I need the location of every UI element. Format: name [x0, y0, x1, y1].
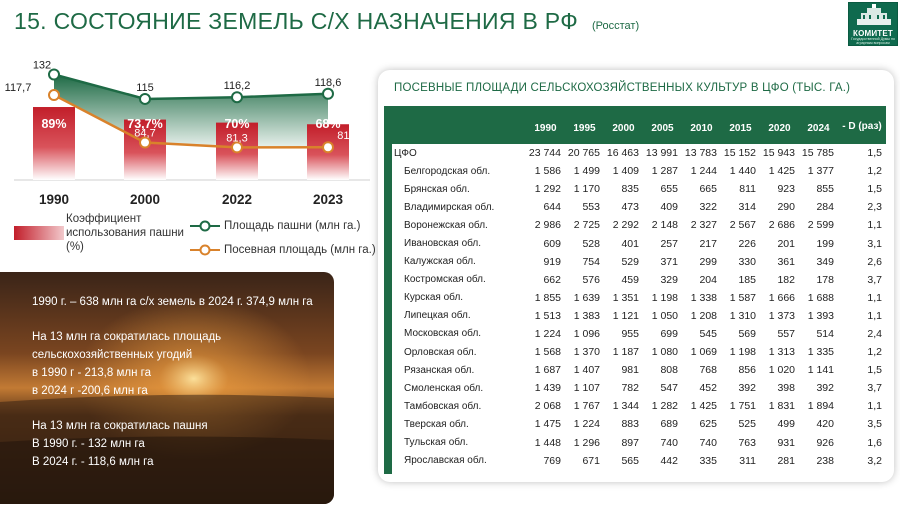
value-cell: 442: [643, 452, 682, 470]
value-cell: 349: [816, 255, 834, 268]
value-cell: 1 767: [573, 400, 600, 413]
value-cell: 1 499: [565, 162, 604, 180]
region-name-cell: Калужская обл.: [404, 256, 476, 268]
value-cell: 529: [621, 255, 639, 268]
legend-line1-swatch: [190, 220, 220, 232]
value-cell: 923: [777, 183, 795, 196]
table-row: [392, 325, 886, 343]
stats-line-8: В 2024 г. - 118,6 млн га: [32, 456, 154, 468]
value-cell: 547: [643, 379, 682, 397]
header-cell: 2024: [807, 122, 830, 134]
bar-data-label: 89%: [41, 117, 67, 131]
x-tick-label: 2022: [221, 192, 253, 207]
table-row: [392, 379, 886, 397]
bar-data-label: 73,7%: [127, 117, 163, 131]
value-cell: 665: [699, 183, 717, 196]
value-cell: 401: [604, 234, 643, 252]
x-tick-label: 2023: [312, 192, 344, 207]
value-cell: 662: [526, 271, 565, 289]
value-cell: 15 785: [801, 147, 834, 160]
header-cell: 2000: [612, 122, 635, 134]
posev-data-label: 84,7: [134, 127, 156, 140]
table-row: [392, 343, 886, 361]
x-tick-label: 1990: [38, 192, 70, 207]
value-cell: 361: [777, 255, 795, 268]
value-cell: 1 370: [565, 343, 604, 361]
region-name-cell: Тверская обл.: [392, 415, 526, 433]
page-title: 15. СОСТОЯНИЕ ЗЕМЕЛЬ С/Х НАЗНАЧЕНИЯ В РФ: [14, 8, 578, 34]
posev-data-label: 81,3: [226, 132, 248, 145]
table-row: [392, 397, 886, 415]
value-cell: 897: [621, 436, 639, 449]
value-cell: 1 894: [807, 400, 834, 413]
value-cell: 553: [565, 198, 604, 216]
value-cell: 926: [816, 436, 834, 449]
value-cell: 1 425: [690, 400, 717, 413]
value-cell: 1 407: [573, 364, 600, 377]
pashnya-data-label: 115: [136, 81, 154, 94]
value-cell: 1 440: [721, 162, 760, 180]
value-cell: 1 351: [612, 291, 639, 304]
value-cell: 565: [604, 452, 643, 470]
value-cell: 322: [682, 198, 721, 216]
value-cell: 398: [760, 379, 799, 397]
region-name-cell: Курская обл.: [404, 292, 464, 304]
value-cell: 1 107: [565, 379, 604, 397]
value-cell: 808: [660, 364, 678, 377]
value-cell: 763: [738, 436, 756, 449]
value-cell: 499: [760, 415, 799, 433]
header-cell: - D (раз): [842, 121, 882, 132]
value-cell: 1,1: [838, 307, 886, 325]
value-cell: 420: [799, 415, 838, 433]
value-cell: 1 020: [768, 364, 795, 377]
value-cell: 329: [643, 271, 682, 289]
region-name-cell: Московская обл.: [404, 328, 482, 340]
value-cell: 2 327: [690, 219, 717, 232]
value-cell: 1 296: [573, 436, 600, 449]
pashnya-data-label: 118,6: [314, 76, 342, 89]
header-cell: 2020: [768, 122, 791, 134]
header-cell: 1990: [534, 122, 557, 134]
value-cell: 545: [699, 327, 717, 340]
value-cell: 238: [799, 452, 838, 470]
value-cell: 1 639: [573, 291, 600, 304]
logo-subtitle: Государственной Думы по аграрным вопросам: [851, 37, 895, 45]
value-cell: 835: [621, 183, 639, 196]
region-name-cell: Тамбовская обл.: [404, 400, 482, 412]
value-cell: 2,6: [867, 255, 882, 268]
pashnya-point: [232, 92, 242, 102]
legend-bar-swatch: [14, 226, 64, 240]
logo-text: КОМИТЕТ: [852, 29, 894, 38]
table-row: [392, 253, 886, 271]
value-cell: 856: [738, 364, 756, 377]
posev-point: [49, 90, 59, 100]
value-cell: 525: [721, 415, 760, 433]
title-row: [14, 8, 639, 35]
value-cell: 3,7: [838, 271, 886, 289]
value-cell: 655: [660, 183, 678, 196]
pashnya-data-label: 132: [32, 59, 52, 72]
value-cell: 459: [604, 271, 643, 289]
value-cell: 1 208: [682, 307, 721, 325]
table-row: [392, 162, 886, 180]
region-name-cell: Ярославская обл.: [392, 452, 526, 470]
value-cell: 1 313: [760, 343, 799, 361]
value-cell: 754: [582, 255, 600, 268]
value-cell: 2 148: [651, 219, 678, 232]
value-cell: 409: [643, 198, 682, 216]
value-cell: 1 287: [643, 162, 682, 180]
value-cell: 1 587: [729, 291, 756, 304]
title-source: (Росстат): [591, 20, 640, 32]
value-cell: 314: [721, 198, 760, 216]
table-row: [392, 234, 886, 252]
value-cell: 16 463: [606, 147, 639, 160]
table-row: [392, 434, 886, 452]
value-cell: 1,5: [867, 147, 882, 160]
legend-line2-swatch: [190, 244, 220, 256]
value-cell: 290: [760, 198, 799, 216]
value-cell: 981: [621, 364, 639, 377]
value-cell: 226: [721, 234, 760, 252]
value-cell: 182: [760, 271, 799, 289]
value-cell: 625: [682, 415, 721, 433]
value-cell: 689: [643, 415, 682, 433]
value-cell: 1,5: [867, 183, 882, 196]
value-cell: 3,2: [838, 452, 886, 470]
legend-bar-label: Коэффициент использования пашни (%): [66, 213, 184, 253]
value-cell: 2,3: [838, 198, 886, 216]
value-cell: 335: [682, 452, 721, 470]
value-cell: 204: [682, 271, 721, 289]
value-cell: 199: [799, 234, 838, 252]
value-cell: 528: [565, 234, 604, 252]
value-cell: 2,4: [867, 327, 882, 340]
value-cell: 883: [604, 415, 643, 433]
value-cell: 740: [699, 436, 717, 449]
building-icon: [849, 3, 899, 29]
stats-card: [0, 272, 334, 504]
value-cell: 514: [816, 327, 834, 340]
value-cell: 1 831: [768, 400, 795, 413]
bar-data-label: 70%: [224, 117, 250, 131]
value-cell: 1 687: [534, 364, 561, 377]
table-row: [392, 415, 886, 433]
value-cell: 392: [721, 379, 760, 397]
table-row: [392, 307, 886, 325]
stats-line-3: сельскохозяйственных угодий: [32, 349, 193, 361]
value-cell: 2 725: [573, 219, 600, 232]
value-cell: 1 666: [768, 291, 795, 304]
value-cell: 931: [777, 436, 795, 449]
table-row: [392, 361, 886, 379]
value-cell: 2 292: [612, 219, 639, 232]
value-cell: 3,5: [838, 415, 886, 433]
value-cell: 609: [526, 234, 565, 252]
sown-area-table: [392, 106, 886, 470]
region-name-cell: Смоленская обл.: [392, 379, 526, 397]
pashnya-point: [140, 94, 150, 104]
table-row: [392, 271, 886, 289]
value-cell: 473: [604, 198, 643, 216]
value-cell: 3,7: [838, 379, 886, 397]
value-cell: 15 943: [762, 147, 795, 160]
stats-line-2: На 13 млн га сократилась площадь: [32, 331, 222, 343]
value-cell: 1,2: [838, 162, 886, 180]
legend-line2-label: Посевная площадь (млн га.): [224, 244, 376, 256]
value-cell: 1 244: [682, 162, 721, 180]
value-cell: 217: [682, 234, 721, 252]
legend-line1-label: Площадь пашни (млн га.): [224, 220, 361, 232]
value-cell: 2 567: [729, 219, 756, 232]
value-cell: 2 986: [534, 219, 561, 232]
value-cell: 1 198: [721, 343, 760, 361]
value-cell: 1 688: [807, 291, 834, 304]
value-cell: 1 224: [534, 327, 561, 340]
value-cell: 1 096: [573, 327, 600, 340]
value-cell: 13 783: [684, 147, 717, 160]
stats-line-1: 1990 г. – 638 млн га с/х земель в 2024 г. 374,9 млн га: [32, 296, 313, 308]
region-name-cell: Белгородская обл.: [392, 162, 526, 180]
value-cell: 811: [739, 183, 756, 196]
posev-data-label: 81,4: [337, 130, 359, 143]
value-cell: 2 686: [768, 219, 795, 232]
table-row: [392, 216, 886, 234]
x-tick-label: 2000: [129, 192, 161, 207]
value-cell: 330: [738, 255, 756, 268]
value-cell: 955: [621, 327, 639, 340]
header-cell: 1995: [573, 122, 596, 134]
value-cell: 1 475: [526, 415, 565, 433]
value-cell: 1,1: [867, 400, 882, 413]
bar-data-label: 68%: [315, 117, 341, 131]
value-cell: 1,1: [867, 291, 882, 304]
posev-data-label: 117,7: [4, 82, 32, 95]
table-row: [392, 144, 886, 162]
stats-line-6: На 13 млн га сократилась пашня: [32, 420, 208, 432]
value-cell: 1 282: [651, 400, 678, 413]
value-cell: 2 599: [807, 219, 834, 232]
value-cell: 855: [816, 183, 834, 196]
value-cell: 1 198: [651, 291, 678, 304]
posev-point: [323, 142, 333, 152]
value-cell: 1 373: [760, 307, 799, 325]
value-cell: 576: [565, 271, 604, 289]
table-row: [392, 452, 886, 470]
value-cell: 23 744: [528, 147, 561, 160]
stats-line-4: в 1990 г - 213,8 млн га: [32, 367, 151, 379]
value-cell: 740: [660, 436, 678, 449]
value-cell: 1 335: [799, 343, 838, 361]
value-cell: 644: [526, 198, 565, 216]
stats-line-7: В 1990 г. - 132 млн га: [32, 438, 145, 450]
value-cell: 1 855: [534, 291, 561, 304]
value-cell: 1 439: [526, 379, 565, 397]
value-cell: 1 121: [604, 307, 643, 325]
region-name-cell: Воронежская обл.: [404, 219, 488, 231]
pashnya-point: [323, 89, 333, 99]
value-cell: 185: [721, 271, 760, 289]
value-cell: 1 187: [604, 343, 643, 361]
value-cell: 201: [760, 234, 799, 252]
value-cell: 569: [738, 327, 756, 340]
value-cell: 178: [799, 271, 838, 289]
committee-logo: [848, 2, 898, 46]
value-cell: 1 409: [604, 162, 643, 180]
value-cell: 3,1: [838, 234, 886, 252]
value-cell: 13 991: [645, 147, 678, 160]
value-cell: 1 513: [526, 307, 565, 325]
value-cell: 671: [565, 452, 604, 470]
region-name-cell: Рязанская обл.: [404, 364, 475, 376]
region-name-cell: Липецкая обл.: [392, 307, 526, 325]
region-name-cell: ЦФО: [394, 147, 417, 159]
table-title: ПОСЕВНЫЕ ПЛОЩАДИ СЕЛЬСКОХОЗЯЙСТВЕННЫХ КУЛЬТУР В ЦФО (ТЫС. ГА.): [394, 82, 851, 94]
region-name-cell: Костромская обл.: [392, 271, 526, 289]
value-cell: 281: [760, 452, 799, 470]
region-name-cell: Тульская обл.: [404, 437, 469, 449]
value-cell: 1 224: [565, 415, 604, 433]
value-cell: 371: [660, 255, 678, 268]
value-cell: 20 765: [567, 147, 600, 160]
region-name-cell: Орловская обл.: [392, 343, 526, 361]
value-cell: 1,5: [867, 364, 882, 377]
value-cell: 1 338: [690, 291, 717, 304]
value-cell: 1 141: [807, 364, 834, 377]
value-cell: 1 448: [534, 436, 561, 449]
header-cell-region: [392, 106, 526, 144]
header-cell: 2010: [690, 122, 713, 134]
value-cell: 1 751: [729, 400, 756, 413]
value-cell: 2 068: [534, 400, 561, 413]
value-cell: 699: [660, 327, 678, 340]
table-left-stripe: [384, 106, 392, 474]
table-card: [378, 70, 894, 482]
region-name-cell: Владимирская обл.: [392, 198, 526, 216]
value-cell: 1 377: [799, 162, 838, 180]
value-cell: 557: [777, 327, 795, 340]
region-name-cell: Ивановская обл.: [392, 234, 526, 252]
value-cell: 1 425: [760, 162, 799, 180]
value-cell: 1 393: [799, 307, 838, 325]
value-cell: 1 050: [643, 307, 682, 325]
table-row: [392, 289, 886, 307]
value-cell: 1 310: [721, 307, 760, 325]
value-cell: 284: [799, 198, 838, 216]
value-cell: 257: [643, 234, 682, 252]
value-cell: 1 080: [643, 343, 682, 361]
value-cell: 15 152: [723, 147, 756, 160]
table-row: [392, 180, 886, 198]
value-cell: 311: [721, 452, 760, 470]
value-cell: 299: [699, 255, 717, 268]
value-cell: 392: [799, 379, 838, 397]
value-cell: 768: [699, 364, 717, 377]
table-row: [392, 198, 886, 216]
value-cell: 1 344: [612, 400, 639, 413]
value-cell: 1,2: [838, 343, 886, 361]
region-name-cell: Брянская обл.: [404, 183, 470, 195]
value-cell: 919: [543, 255, 561, 268]
pashnya-data-label: 116,2: [223, 80, 251, 93]
value-cell: 1 383: [565, 307, 604, 325]
value-cell: 1 069: [682, 343, 721, 361]
value-cell: 1,1: [867, 219, 882, 232]
header-cell: 2005: [651, 122, 674, 134]
value-cell: 1 568: [526, 343, 565, 361]
stats-line-5: в 2024 г -200,6 млн га: [32, 385, 148, 397]
value-cell: 1,6: [867, 436, 882, 449]
value-cell: 1 170: [573, 183, 600, 196]
header-cell: 2015: [729, 122, 752, 134]
value-cell: 1 586: [526, 162, 565, 180]
value-cell: 452: [682, 379, 721, 397]
value-cell: 769: [526, 452, 565, 470]
value-cell: 1 292: [534, 183, 561, 196]
land-chart: [0, 40, 380, 218]
value-cell: 782: [604, 379, 643, 397]
